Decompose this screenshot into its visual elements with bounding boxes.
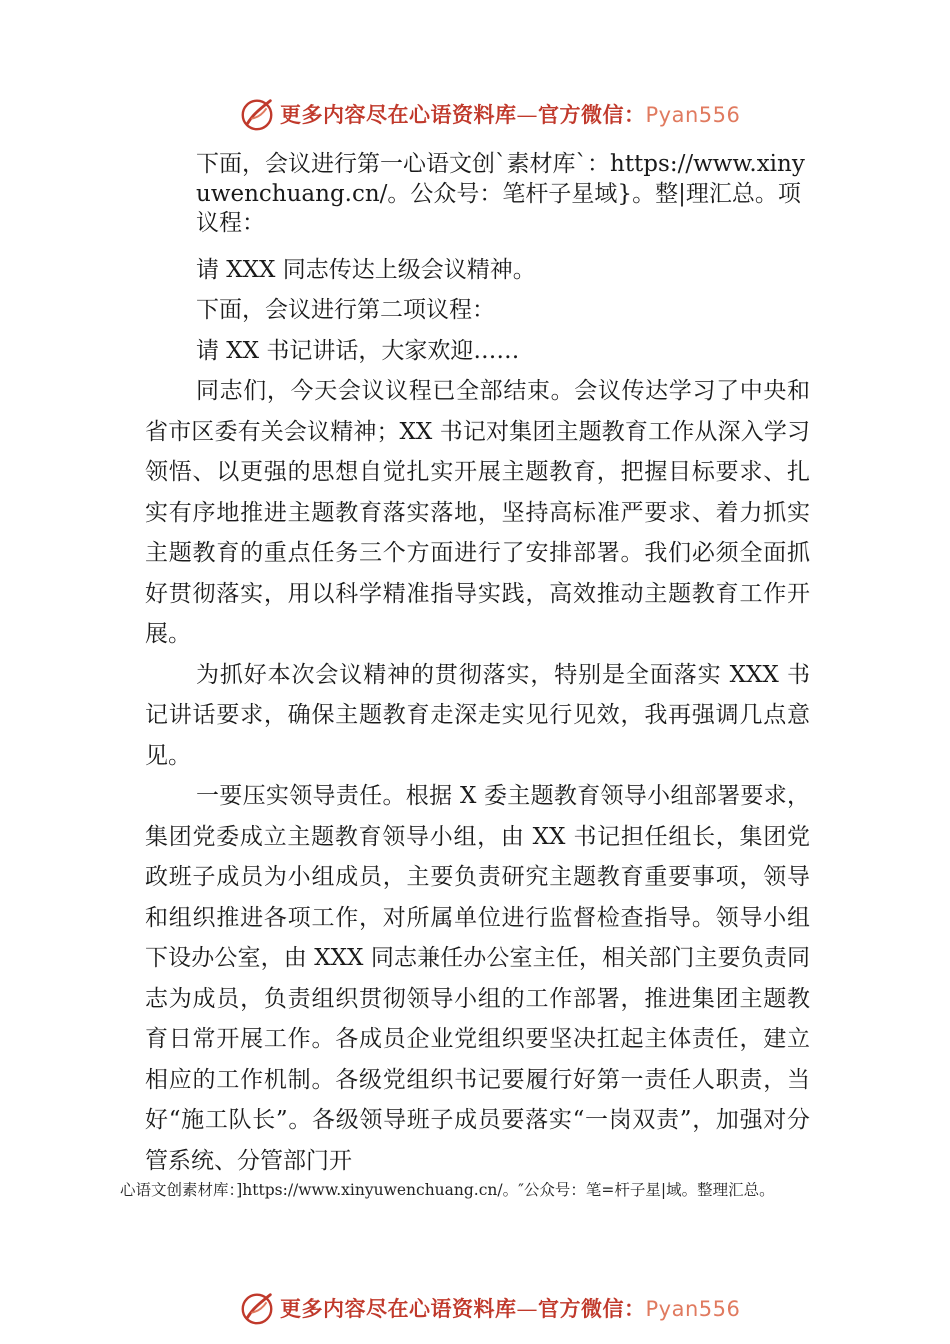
- brush-logo-icon: [238, 95, 276, 133]
- banner-wechat-id: Pyan556: [645, 1297, 741, 1321]
- banner-label: 官方微信：: [538, 1296, 646, 1321]
- paragraph-2: 下面，会议进行第二项议程：: [196, 297, 495, 323]
- footer-note: 心语文创素材库：]https://www.xinyuwenchuang.cn/。″公众号：笔=杆子星|域。整理汇总。: [120, 1181, 775, 1199]
- paragraph-5: 为抓好本次会议精神的贯彻落实，特别是全面落实 XXX 书记讲话要求，确保主题教育走深走实见行见效，我再强调几点意见。: [145, 661, 810, 769]
- banner-wechat-id: Pyan556: [645, 103, 741, 127]
- document-body: [145, 150, 810, 1181]
- banner-separator: —: [516, 1297, 538, 1321]
- banner-brand: 更多内容尽在心语资料库: [280, 102, 517, 127]
- banner-brand: 更多内容尽在心语资料库: [280, 1296, 517, 1321]
- header-banner: [238, 94, 758, 134]
- banner-label: 官方微信：: [538, 102, 646, 127]
- banner-separator: —: [516, 103, 538, 127]
- paragraph-3: 请 XX 书记讲话，大家欢迎……: [196, 337, 520, 364]
- paragraph-1: 请 XXX 同志传达上级会议精神。: [196, 256, 536, 283]
- footer-banner: [238, 1288, 758, 1328]
- intro-meta: 下面，会议进行第一心语文创`素材库`：https://www.xinyuwenchuang.cn/。公众号：笔杆子星域}。整|理汇总。项议程：: [196, 151, 805, 236]
- paragraph-6: 一要压实领导责任。根据 X 委主题教育领导小组部署要求，集团党委成立主题教育领导小组，由 XX 书记担任组长，集团党政班子成员为小组成员，主要负责研究主题教育重要事项，领导和组织推进各项工作，对所属单位进行监督检查指导。领导小组下设办公室，由 XXX 同志兼任办公室主任，相关部门主要负责同志为成员，负责组织贯彻领导小组的工作部署，推进集团主题教育日常开展工作。各成员企业党组织要坚决扛起主体责任，建立相应的工作机制。各级党组织书记要履行好第一责任人职责，当好“施工队长”。各级领导班子成员要落实“一岗双责”，加强对分管系统、分管部门开: [145, 783, 810, 1174]
- paragraph-4: 同志们，今天会议议程已全部结束。会议传达学习了中央和省市区委有关会议精神；XX 书记对集团主题教育工作从深入学习领悟、以更强的思想自觉扎实开展主题教育，把握目标要求、扎实有序地推进主题教育落实落地，坚持高标准严要求、着力抓实主题教育的重点任务三个方面进行了安排部署。我们必须全面抓好贯彻落实，用以科学精准指导实践，高效推动主题教育工作开展。: [145, 378, 810, 647]
- brush-logo-icon: [238, 1289, 276, 1327]
